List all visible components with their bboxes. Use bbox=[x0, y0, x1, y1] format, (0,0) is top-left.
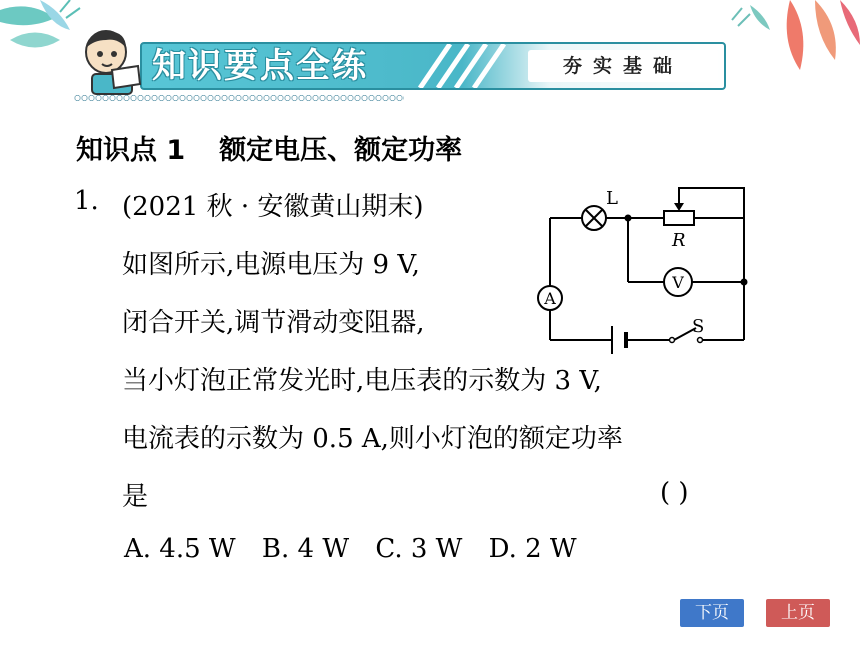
question-number: 1. bbox=[74, 186, 99, 216]
answer-options bbox=[124, 534, 595, 564]
question-line-4: 当小灯泡正常发光时,电压表的示数为 3 V, bbox=[122, 366, 602, 396]
next-page-button[interactable]: 下页 bbox=[680, 599, 744, 627]
section-heading bbox=[76, 128, 462, 167]
lamp-symbol bbox=[582, 206, 606, 230]
question-source: (2021 秋 · 安徽黄山期末) bbox=[122, 192, 424, 222]
boy-with-book-icon bbox=[76, 26, 146, 98]
rheostat-label: R bbox=[672, 230, 686, 251]
option-b[interactable]: B. 4 W bbox=[261, 534, 350, 564]
question-line-5: 电流表的示数为 0.5 A,则小灯泡的额定功率 bbox=[122, 424, 623, 454]
option-d[interactable]: D. 2 W bbox=[488, 534, 577, 564]
circuit-diagram bbox=[530, 180, 760, 360]
prev-page-button[interactable]: 上页 bbox=[766, 599, 830, 627]
dotted-divider bbox=[74, 94, 404, 104]
option-c[interactable]: C. 3 W bbox=[375, 534, 463, 564]
answer-blank: ( ) bbox=[660, 478, 689, 508]
ammeter-label: A bbox=[544, 289, 556, 308]
lamp-label: L bbox=[606, 188, 618, 209]
section-title: 额定电压、额定功率 bbox=[219, 135, 463, 166]
voltmeter-label: V bbox=[672, 273, 684, 292]
section-label: 知识点 1 bbox=[76, 135, 186, 166]
question-line-3: 闭合开关,调节滑动变阻器, bbox=[122, 308, 425, 338]
ammeter-symbol bbox=[538, 286, 562, 310]
banner-subtitle: 夯实基础 bbox=[528, 50, 718, 82]
option-a[interactable]: A. 4.5 W bbox=[124, 534, 236, 564]
question-line-6: 是 bbox=[122, 482, 149, 512]
top-right-leaf-decoration bbox=[720, 0, 860, 80]
question-line-2: 如图所示,电源电压为 9 V, bbox=[122, 250, 420, 280]
banner-stripes bbox=[400, 44, 530, 88]
switch-label: S bbox=[692, 316, 705, 337]
banner-title: 知识要点全练 bbox=[152, 46, 368, 86]
voltmeter-symbol bbox=[664, 268, 692, 296]
